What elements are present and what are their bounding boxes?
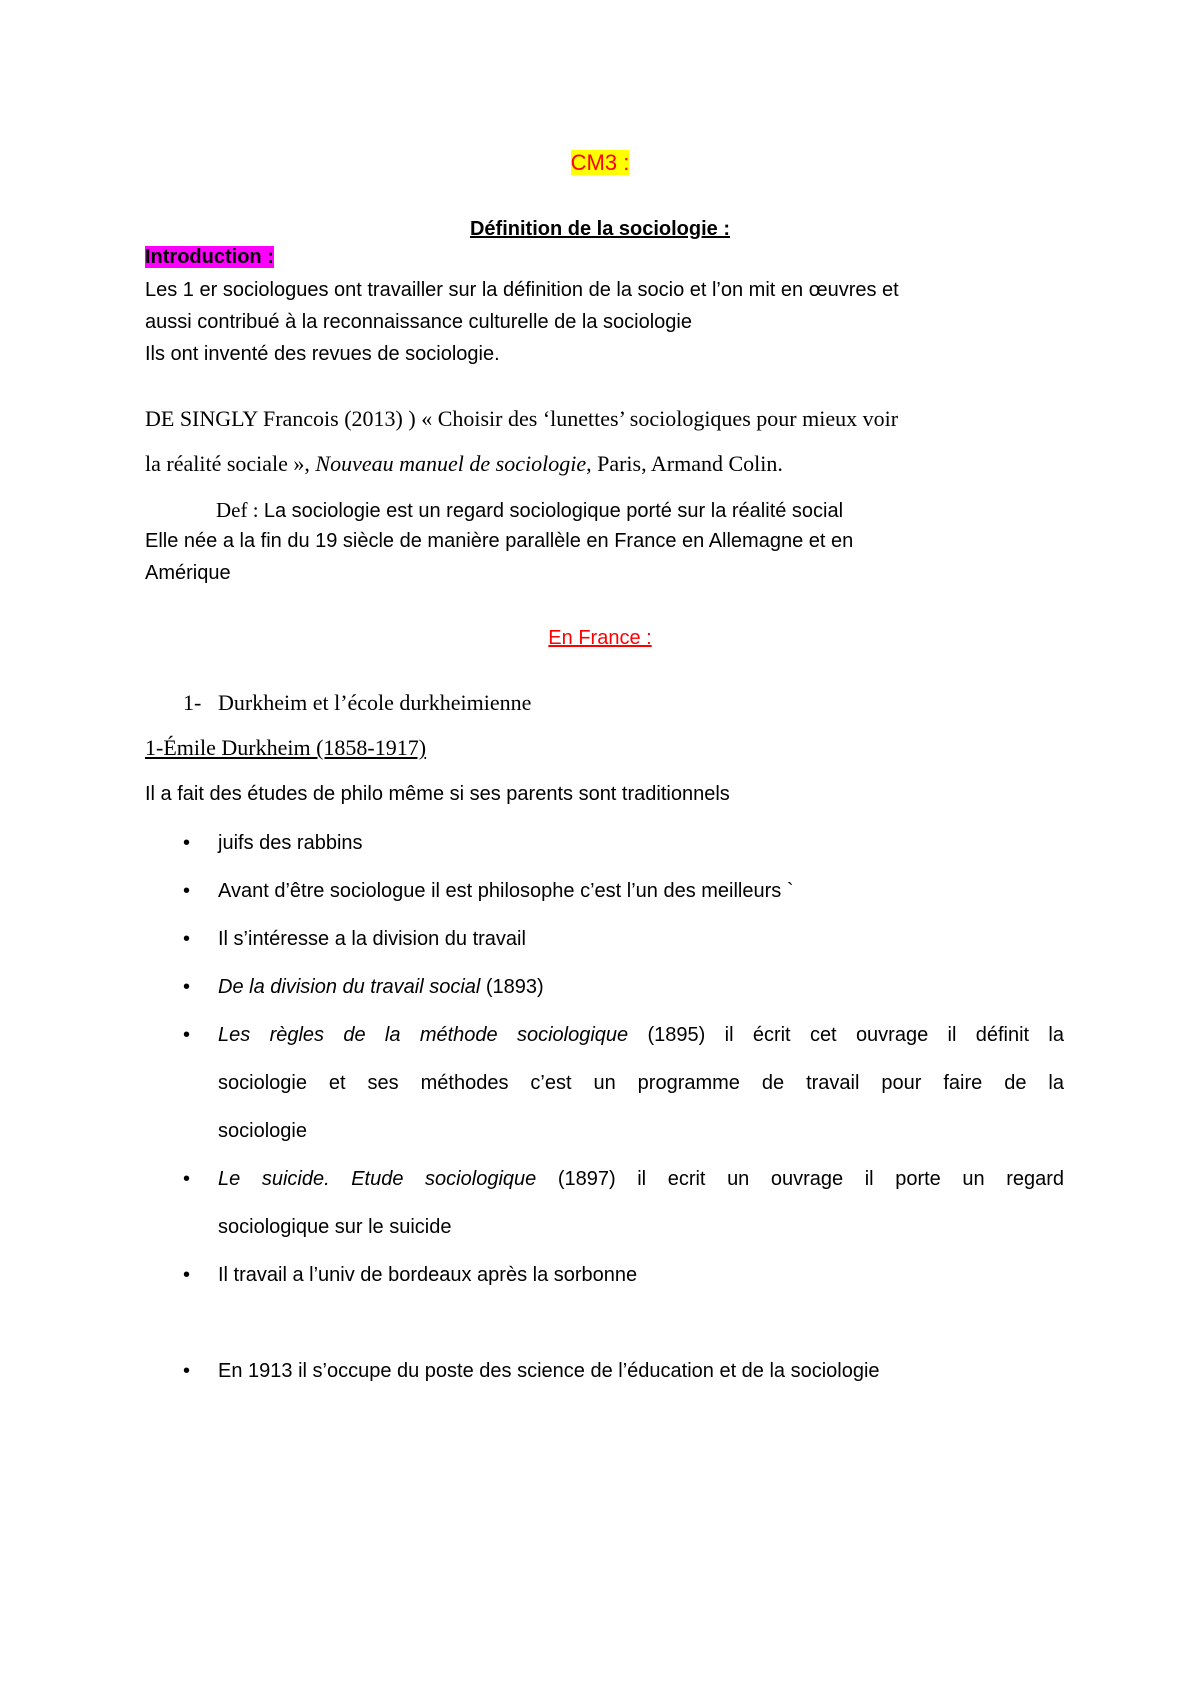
durkheim-intro: Il a fait des études de philo même si ses parents sont traditionnels: [145, 783, 730, 805]
bullet-symbol: •: [183, 1168, 191, 1190]
bullet-symbol: •: [183, 1024, 191, 1046]
bullet-item-5-line-3: sociologie: [218, 1120, 307, 1142]
book-title: Les règles de la méthode sociologique: [218, 1024, 629, 1046]
subheading-text: Durkheim et l’école durkheimienne: [218, 690, 532, 715]
course-code: CM3 :: [570, 150, 630, 175]
definition-line-1: [216, 498, 843, 523]
bullet-item-5-line-1: [218, 1024, 1064, 1047]
reference-start: la réalité sociale »,: [145, 451, 316, 476]
bullet-item-6-line-1: [218, 1168, 1064, 1191]
bullet-item-6-text: (1897) il ecrit un ouvrage il porte un regard: [536, 1168, 1065, 1190]
bullet-symbol: •: [183, 928, 191, 950]
reference-line-1: DE SINGLY Francois (2013) ) « Choisir des ‘lunettes’ sociologiques pour mieux voir: [145, 406, 899, 431]
book-year: (1893): [480, 976, 544, 998]
subheading-number: 1-: [183, 690, 202, 715]
definition-line-2: Elle née a la fin du 19 siècle de manière parallèle en France en Allemagne et en: [145, 530, 854, 552]
bullet-item-8: En 1913 il s’occupe du poste des science de l’éducation et de la sociologie: [218, 1360, 880, 1382]
intro-label-line: [145, 246, 274, 269]
book-title: Le suicide. Etude sociologique: [218, 1168, 537, 1190]
bullet-item-2: Avant d’être sociologue il est philosophe c’est l’un des meilleurs `: [218, 880, 794, 902]
page-title: Définition de la sociologie :: [469, 218, 731, 240]
reference-end: , Paris, Armand Colin.: [586, 451, 783, 476]
bullet-item-5-text: (1895) il écrit cet ouvrage il définit la: [628, 1024, 1065, 1046]
bullet-symbol: •: [183, 976, 191, 998]
reference-line-2: [145, 451, 783, 477]
book-title: De la division du travail social: [218, 976, 481, 998]
bullet-item-7: Il travail a l’univ de bordeaux après la sorbonne: [218, 1264, 638, 1286]
bullet-item-5-line-2: sociologie et ses méthodes c’est un programme de travail pour faire de la: [218, 1072, 1064, 1094]
intro-line-1: Les 1 er sociologues ont travailler sur la définition de la socio et l’on mit en œuvres et: [145, 279, 899, 301]
bullet-symbol: •: [183, 1264, 191, 1286]
intro-line-2: aussi contribué à la reconnaissance culturelle de la sociologie: [145, 311, 692, 333]
bullet-symbol: •: [183, 832, 191, 854]
bullet-item-3: Il s’intéresse a la division du travail: [218, 928, 526, 950]
definition-text: La sociologie est un regard sociologique porté sur la réalité social: [263, 500, 844, 522]
intro-label: Introduction :: [145, 246, 274, 268]
section-heading-france: En France :: [548, 627, 652, 649]
bullet-item-6-line-2: sociologique sur le suicide: [218, 1216, 452, 1238]
bullet-symbol: •: [183, 1360, 191, 1382]
definition-line-3: Amérique: [145, 562, 231, 584]
durkheim-heading: 1-Émile Durkheim (1858-1917): [145, 735, 427, 760]
bullet-item-4: [218, 976, 544, 999]
bullet-symbol: •: [183, 880, 191, 902]
intro-line-3: Ils ont inventé des revues de sociologie.: [145, 343, 500, 365]
course-code-line: [0, 150, 1200, 176]
definition-label: Def :: [216, 498, 264, 522]
bullet-item-1: juifs des rabbins: [218, 832, 363, 854]
reference-book-title: Nouveau manuel de sociologie: [315, 451, 587, 476]
